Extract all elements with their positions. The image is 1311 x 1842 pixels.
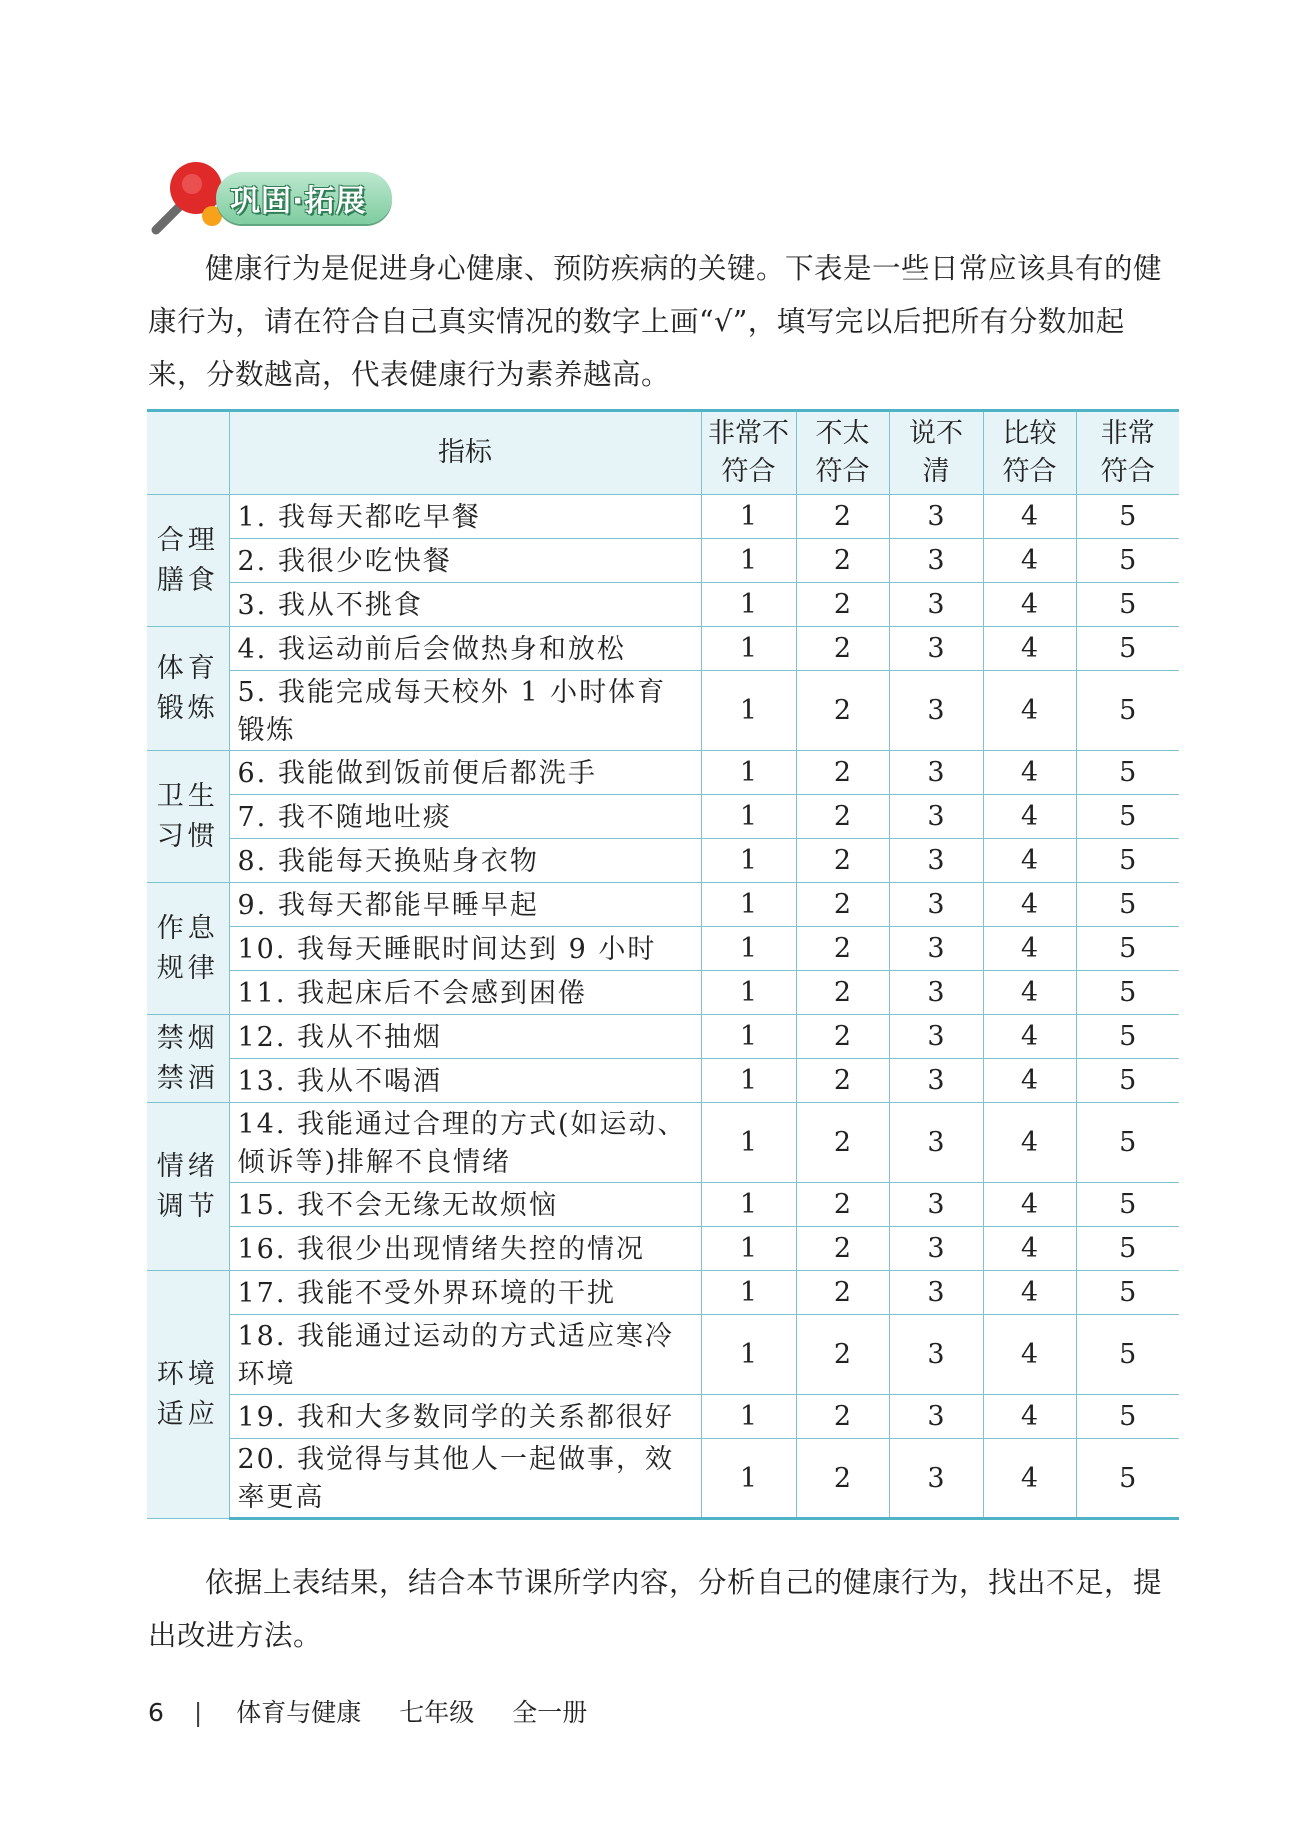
score-5[interactable]: 5 (1076, 839, 1179, 883)
header-col-4: 比较 符合 (983, 411, 1076, 495)
score-3[interactable]: 3 (889, 627, 983, 671)
score-1[interactable]: 1 (701, 971, 796, 1015)
score-2[interactable]: 2 (796, 1015, 889, 1059)
header-col-2: 不太 符合 (796, 411, 889, 495)
indicator-cell: 13. 我从不喝酒 (229, 1059, 701, 1103)
score-3[interactable]: 3 (889, 1271, 983, 1315)
table-row (147, 1059, 1179, 1103)
grade-label: 七年级 (399, 1698, 475, 1727)
header-col-1: 非常不 符合 (701, 411, 796, 495)
score-4[interactable]: 4 (983, 495, 1076, 539)
table-row (147, 883, 1179, 927)
score-3[interactable]: 3 (889, 1315, 983, 1395)
score-2[interactable]: 2 (796, 1183, 889, 1227)
score-4[interactable]: 4 (983, 1183, 1076, 1227)
table-row (147, 583, 1179, 627)
score-2[interactable]: 2 (796, 839, 889, 883)
score-1[interactable]: 1 (701, 1183, 796, 1227)
score-5[interactable]: 5 (1076, 927, 1179, 971)
indicator-cell: 1. 我每天都吃早餐 (229, 495, 701, 539)
score-2[interactable]: 2 (796, 1315, 889, 1395)
indicator-cell: 7. 我不随地吐痰 (229, 795, 701, 839)
page-footer (148, 1693, 587, 1729)
header-col-3: 说不 清 (889, 411, 983, 495)
indicator-cell: 12. 我从不抽烟 (229, 1015, 701, 1059)
score-1[interactable]: 1 (701, 1395, 796, 1439)
indicator-cell: 20. 我觉得与其他人一起做事，效率更高 (229, 1439, 701, 1519)
score-5[interactable]: 5 (1076, 1103, 1179, 1183)
score-5[interactable]: 5 (1076, 539, 1179, 583)
indicator-cell: 14. 我能通过合理的方式(如运动、倾诉等)排解不良情绪 (229, 1103, 701, 1183)
score-2[interactable]: 2 (796, 583, 889, 627)
header-col-5: 非常 符合 (1076, 411, 1179, 495)
score-1[interactable]: 1 (701, 839, 796, 883)
table-header-row (147, 411, 1179, 495)
score-5[interactable]: 5 (1076, 1315, 1179, 1395)
score-4[interactable]: 4 (983, 1103, 1076, 1183)
score-3[interactable]: 3 (889, 1015, 983, 1059)
volume-label: 全一册 (512, 1698, 588, 1727)
score-1[interactable]: 1 (701, 1015, 796, 1059)
score-1[interactable]: 1 (701, 795, 796, 839)
score-1[interactable]: 1 (701, 1439, 796, 1519)
score-1[interactable]: 1 (701, 883, 796, 927)
score-5[interactable]: 5 (1076, 883, 1179, 927)
score-3[interactable]: 3 (889, 1439, 983, 1519)
health-behavior-table (147, 409, 1179, 1520)
score-2[interactable]: 2 (796, 495, 889, 539)
score-1[interactable]: 1 (701, 583, 796, 627)
score-2[interactable]: 2 (796, 971, 889, 1015)
score-4[interactable]: 4 (983, 1271, 1076, 1315)
table-row (147, 751, 1179, 795)
table-row (147, 1395, 1179, 1439)
score-3[interactable]: 3 (889, 1103, 983, 1183)
score-1[interactable]: 1 (701, 751, 796, 795)
score-3[interactable]: 3 (889, 1227, 983, 1271)
table-row (147, 495, 1179, 539)
score-4[interactable]: 4 (983, 927, 1076, 971)
score-2[interactable]: 2 (796, 1395, 889, 1439)
score-5[interactable]: 5 (1076, 583, 1179, 627)
header-indicator: 指标 (229, 411, 701, 495)
table-row (147, 971, 1179, 1015)
score-5[interactable]: 5 (1076, 1183, 1179, 1227)
table-row (147, 1227, 1179, 1271)
indicator-cell: 15. 我不会无缘无故烦恼 (229, 1183, 701, 1227)
score-1[interactable]: 1 (701, 1227, 796, 1271)
table-row (147, 1271, 1179, 1315)
indicator-cell: 4. 我运动前后会做热身和放松 (229, 627, 701, 671)
intro-paragraph: 健康行为是促进身心健康、预防疾病的关键。下表是一些日常应该具有的健康行为，请在符合自己真实情况的数字上画“√”，填写完以后把所有分数加起来，分数越高，代表健康行为素养越高。 (148, 252, 1163, 391)
outro-paragraph: 依据上表结果，结合本节课所学内容，分析自己的健康行为，找出不足，提出改进方法。 (148, 1566, 1163, 1652)
score-3[interactable]: 3 (889, 927, 983, 971)
score-5[interactable]: 5 (1076, 971, 1179, 1015)
score-3[interactable]: 3 (889, 583, 983, 627)
score-4[interactable]: 4 (983, 1015, 1076, 1059)
score-4[interactable]: 4 (983, 1059, 1076, 1103)
category-emotion: 情绪 调节 (147, 1103, 229, 1271)
indicator-cell: 18. 我能通过运动的方式适应寒冷环境 (229, 1315, 701, 1395)
header-category (147, 411, 229, 495)
score-4[interactable]: 4 (983, 1227, 1076, 1271)
score-5[interactable]: 5 (1076, 1059, 1179, 1103)
score-2[interactable]: 2 (796, 1271, 889, 1315)
table-row (147, 927, 1179, 971)
score-4[interactable]: 4 (983, 971, 1076, 1015)
score-4[interactable]: 4 (983, 1439, 1076, 1519)
score-1[interactable]: 1 (701, 1059, 796, 1103)
score-4[interactable]: 4 (983, 671, 1076, 751)
score-4[interactable]: 4 (983, 839, 1076, 883)
score-4[interactable]: 4 (983, 751, 1076, 795)
table-row (147, 1315, 1179, 1395)
footer-separator: | (193, 1698, 203, 1727)
score-3[interactable]: 3 (889, 495, 983, 539)
table-row (147, 1103, 1179, 1183)
indicator-cell: 6. 我能做到饭前便后都洗手 (229, 751, 701, 795)
score-1[interactable]: 1 (701, 671, 796, 751)
score-3[interactable]: 3 (889, 839, 983, 883)
score-1[interactable]: 1 (701, 627, 796, 671)
indicator-cell: 10. 我每天睡眠时间达到 9 小时 (229, 927, 701, 971)
score-3[interactable]: 3 (889, 1395, 983, 1439)
score-5[interactable]: 5 (1076, 1015, 1179, 1059)
category-hygiene: 卫生 习惯 (147, 751, 229, 883)
score-4[interactable]: 4 (983, 583, 1076, 627)
category-no-smoking-drinking: 禁烟 禁酒 (147, 1015, 229, 1103)
score-2[interactable]: 2 (796, 1227, 889, 1271)
score-2[interactable]: 2 (796, 927, 889, 971)
score-1[interactable]: 1 (701, 1103, 796, 1183)
score-2[interactable]: 2 (796, 1103, 889, 1183)
score-3[interactable]: 3 (889, 971, 983, 1015)
indicator-cell: 11. 我起床后不会感到困倦 (229, 971, 701, 1015)
score-2[interactable]: 2 (796, 1439, 889, 1519)
score-5[interactable]: 5 (1076, 1227, 1179, 1271)
score-5[interactable]: 5 (1076, 751, 1179, 795)
category-exercise: 体育 锻炼 (147, 627, 229, 751)
score-5[interactable]: 5 (1076, 495, 1179, 539)
table-row (147, 671, 1179, 751)
score-2[interactable]: 2 (796, 627, 889, 671)
category-schedule: 作息 规律 (147, 883, 229, 1015)
score-2[interactable]: 2 (796, 539, 889, 583)
indicator-cell: 3. 我从不挑食 (229, 583, 701, 627)
indicator-cell: 16. 我很少出现情绪失控的情况 (229, 1227, 701, 1271)
score-1[interactable]: 1 (701, 495, 796, 539)
table-row (147, 839, 1179, 883)
score-4[interactable]: 4 (983, 883, 1076, 927)
score-3[interactable]: 3 (889, 1059, 983, 1103)
score-2[interactable]: 2 (796, 1059, 889, 1103)
score-5[interactable]: 5 (1076, 627, 1179, 671)
page-number: 6 (148, 1698, 164, 1727)
table-row (147, 1015, 1179, 1059)
category-adaptation: 环境 适应 (147, 1271, 229, 1519)
score-5[interactable]: 5 (1076, 1271, 1179, 1315)
table-row (147, 1439, 1179, 1519)
score-5[interactable]: 5 (1076, 795, 1179, 839)
score-3[interactable]: 3 (889, 539, 983, 583)
score-1[interactable]: 1 (701, 1271, 796, 1315)
table-row (147, 795, 1179, 839)
score-5[interactable]: 5 (1076, 1439, 1179, 1519)
score-2[interactable]: 2 (796, 795, 889, 839)
score-5[interactable]: 5 (1076, 1395, 1179, 1439)
score-2[interactable]: 2 (796, 671, 889, 751)
score-2[interactable]: 2 (796, 883, 889, 927)
table-row (147, 1183, 1179, 1227)
score-4[interactable]: 4 (983, 627, 1076, 671)
score-4[interactable]: 4 (983, 1315, 1076, 1395)
score-4[interactable]: 4 (983, 1395, 1076, 1439)
score-2[interactable]: 2 (796, 751, 889, 795)
score-1[interactable]: 1 (701, 1315, 796, 1395)
score-1[interactable]: 1 (701, 927, 796, 971)
score-1[interactable]: 1 (701, 539, 796, 583)
score-3[interactable]: 3 (889, 883, 983, 927)
score-3[interactable]: 3 (889, 671, 983, 751)
score-3[interactable]: 3 (889, 751, 983, 795)
indicator-cell: 17. 我能不受外界环境的干扰 (229, 1271, 701, 1315)
score-5[interactable]: 5 (1076, 671, 1179, 751)
category-diet: 合理 膳食 (147, 495, 229, 627)
indicator-cell: 9. 我每天都能早睡早起 (229, 883, 701, 927)
indicator-cell: 2. 我很少吃快餐 (229, 539, 701, 583)
section-title: 巩固·拓展 (230, 184, 367, 219)
score-3[interactable]: 3 (889, 1183, 983, 1227)
book-title: 体育与健康 (236, 1698, 362, 1727)
indicator-cell: 5. 我能完成每天校外 1 小时体育锻炼 (229, 671, 701, 751)
table-row (147, 627, 1179, 671)
table-row (147, 539, 1179, 583)
score-4[interactable]: 4 (983, 539, 1076, 583)
indicator-cell: 8. 我能每天换贴身衣物 (229, 839, 701, 883)
indicator-cell: 19. 我和大多数同学的关系都很好 (229, 1395, 701, 1439)
score-4[interactable]: 4 (983, 795, 1076, 839)
score-3[interactable]: 3 (889, 795, 983, 839)
section-badge (148, 160, 398, 235)
